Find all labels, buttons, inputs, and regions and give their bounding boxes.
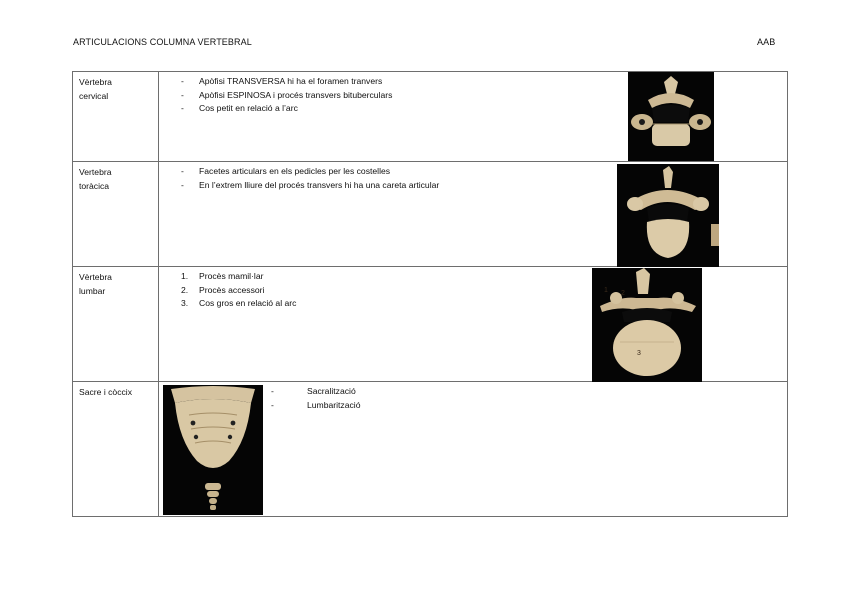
row-content-cervical: - Apòfisi TRANSVERSA hi ha el foramen tranvers - Apòfisi ESPINOSA i procés transvers bituberculars - Cos petit en relació a l’arc <box>159 72 788 162</box>
page-header-initials: AAB <box>757 37 776 47</box>
image-label-2: 2 <box>621 290 625 297</box>
label-line: cervical <box>79 91 109 101</box>
table-row-sacrum <box>73 382 788 517</box>
label-line: Vèrtebra <box>79 77 112 87</box>
row-content-lumbar: 1. Procès mamil·lar 2. Procès accessori 3. Cos gros en relació al arc 1 2 3 <box>159 267 788 382</box>
label-line: Vertebra <box>79 167 112 177</box>
row-label-cervical <box>73 72 159 162</box>
vertebrae-table <box>72 71 788 517</box>
lumbar-vertebra-image <box>592 268 702 382</box>
page-header-title: ARTICULACIONS COLUMNA VERTEBRAL <box>73 37 252 47</box>
row-label-thoracic <box>73 162 159 267</box>
table-row-thoracic <box>73 162 788 267</box>
label-line: Sacre i còccix <box>79 387 133 397</box>
row-content-thoracic: - Facetes articulars en els pedicles per les costelles - En l’extrem lliure del procés transvers hi ha una careta articular <box>159 162 788 267</box>
image-label-3: 3 <box>637 350 641 357</box>
label-line: toràcica <box>79 181 110 191</box>
table-row-cervical <box>73 72 788 162</box>
image-label-1: 1 <box>604 287 608 294</box>
table-row-lumbar <box>73 267 788 382</box>
sacrum-coccyx-image <box>163 385 263 515</box>
row-content-sacrum: - Sacralització - Lumbarització <box>159 382 788 517</box>
thoracic-vertebra-image <box>617 164 719 267</box>
label-line: Vèrtebra <box>79 272 112 282</box>
row-label-lumbar <box>73 267 159 382</box>
row-label-sacrum <box>73 382 159 517</box>
label-line: lumbar <box>79 286 106 296</box>
cervical-vertebra-image <box>628 72 714 161</box>
